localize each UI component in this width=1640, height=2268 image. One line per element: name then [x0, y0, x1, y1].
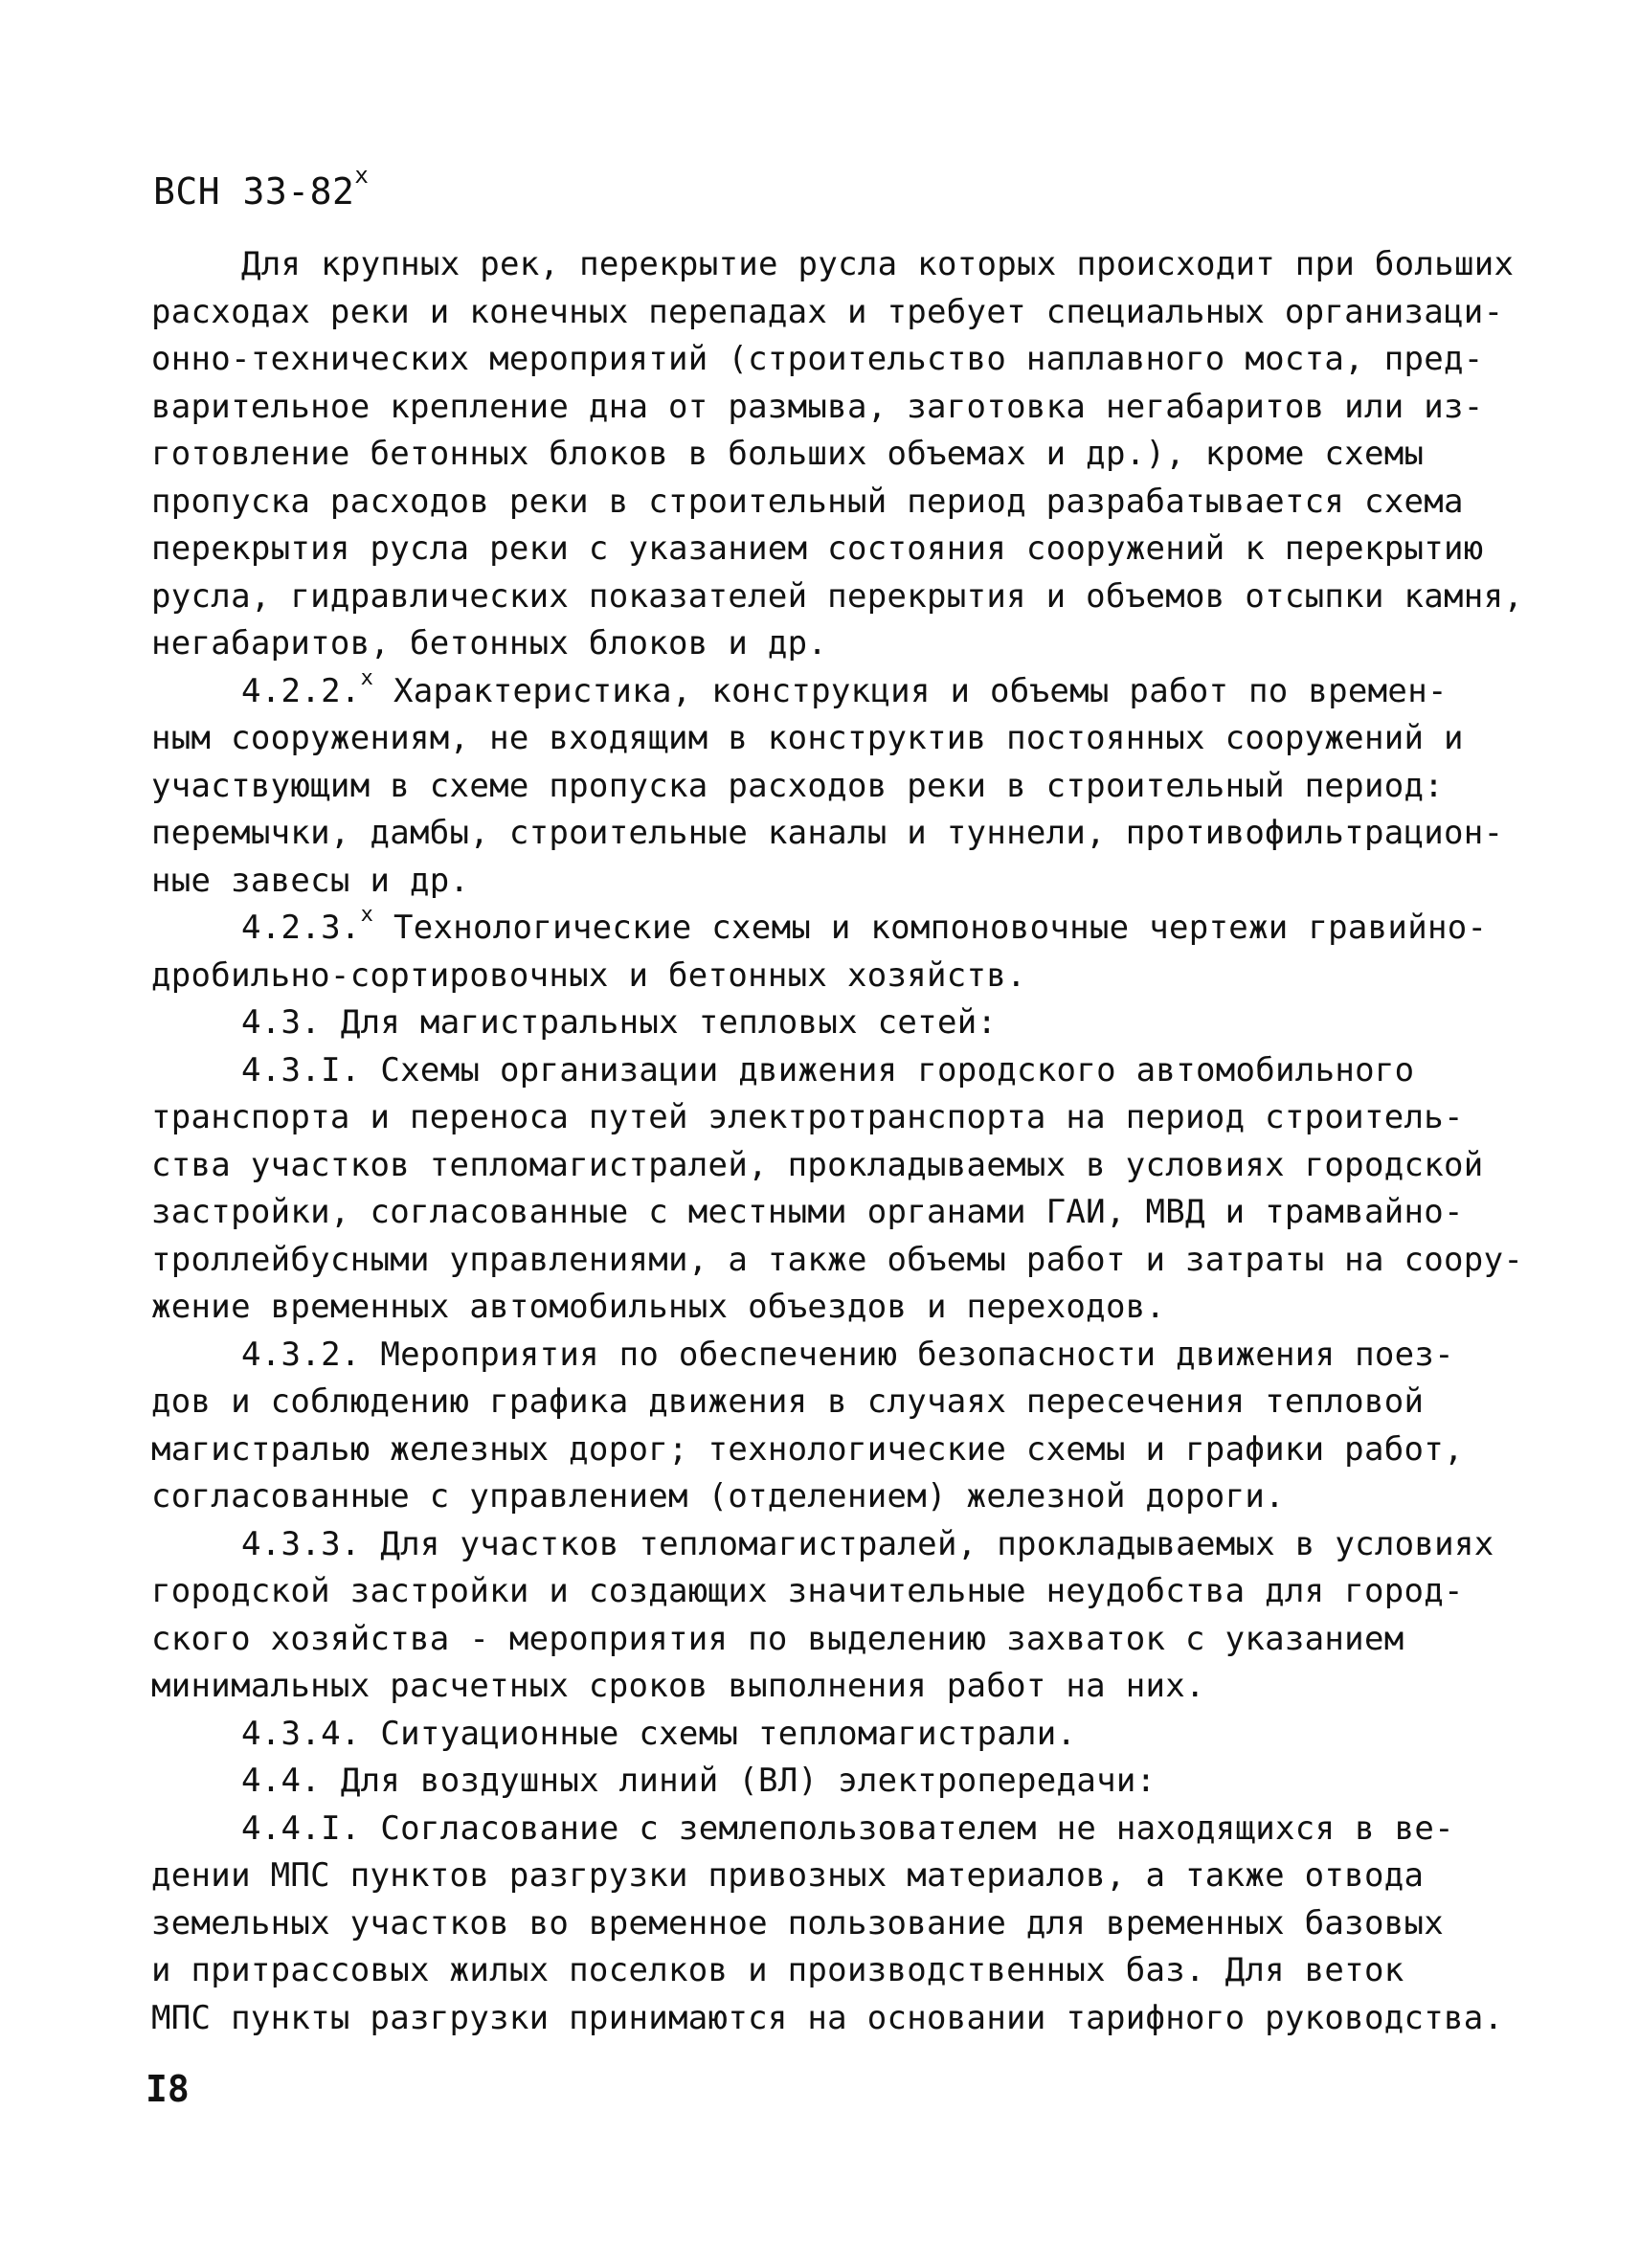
text-line [151, 1237, 1524, 1285]
text-line-content: и притрассовых жилых поселков и производственных баз. Для веток [151, 1951, 1404, 1989]
text-line-content: 4.3.2. Мероприятия по обеспечению безопасности движения поез- [241, 1335, 1454, 1374]
text-line [151, 1853, 1501, 1900]
text-line [151, 289, 1504, 337]
text-line-content: ным сооружениям, не входящим в конструктив постоянных сооружений и [151, 719, 1464, 757]
text-line [151, 526, 1501, 573]
text-line [151, 810, 1504, 858]
text-line [151, 1332, 1501, 1380]
text-line-content: варительное крепление дна от размыва, заготовка негабаритов или из- [151, 387, 1484, 426]
text-line-content: земельных участков во временное пользование для временных базовых [151, 1903, 1445, 1942]
text-line-content: участвующим в схеме пропуска расходов реки в строительный период: [151, 766, 1445, 805]
text-line-content: дов и соблюдению графика движения в случаях пересечения тепловой [151, 1382, 1425, 1421]
document-code-superscript: х [354, 162, 370, 189]
text-line [151, 905, 1501, 953]
text-line-content: русла, гидравлических показателей перекрытия и объемов отсыпки камня, [151, 576, 1524, 616]
text-line-content: расходах реки и конечных перепадах и требует специальных организаци- [151, 292, 1504, 331]
text-line [151, 384, 1501, 432]
text-line [151, 1094, 1501, 1142]
text-line-content: дробильно-сортировочных и бетонных хозяйств. [151, 955, 1026, 995]
text-line [151, 1473, 1501, 1521]
text-line-content: застройки, согласованные с местными органами ГАИ, МВД и трамвайно- [151, 1193, 1464, 1231]
text-line-content: МПС пункты разгрузки принимаются на основании тарифного руководства. [151, 1998, 1504, 2037]
clause-number-superscript: х [360, 903, 374, 927]
text-line-content: Для крупных рек, перекрытие русла которых происходит при больших [241, 245, 1515, 283]
text-line-content: городской застройки и создающих значительные неудобства для город- [151, 1572, 1464, 1610]
text-line [151, 665, 1501, 716]
page-number: I8 [146, 2068, 190, 2110]
document-code-header [153, 162, 370, 213]
text-line-content: 4.3.4. Ситуационные схемы тепломагистрали. [241, 1714, 1077, 1753]
text-line [151, 1995, 1504, 2043]
text-line-content: ства участков тепломагистралей, прокладываемых в условиях городской [151, 1145, 1484, 1184]
text-line [151, 763, 1501, 811]
text-line [151, 1189, 1501, 1237]
text-line [151, 715, 1501, 763]
text-line-content: 4.3. Для магистральных тепловых сетей: [241, 1003, 998, 1042]
text-line-content: ные завесы и др. [151, 861, 470, 900]
text-line [151, 858, 1501, 906]
text-line-content: онно-технических мероприятий (строительство наплавного моста, пред- [151, 340, 1484, 378]
text-line [151, 1663, 1501, 1711]
text-line [151, 1900, 1501, 1948]
text-line-content: перекрытия русла реки с указанием состояния сооружений к перекрытию [151, 529, 1484, 568]
text-line [151, 1711, 1501, 1759]
clause-number: 4.2.2. [241, 671, 361, 710]
clause-number: 4.2.3. [241, 909, 361, 947]
text-line-content: 4.3.I. Схемы организации движения городского автомобильного [241, 1050, 1415, 1089]
text-line [151, 431, 1501, 479]
text-line [151, 999, 1501, 1047]
text-line-content: жение временных автомобильных объездов и переходов. [151, 1288, 1166, 1326]
text-line [151, 1947, 1501, 1995]
text-line-content: готовление бетонных блоков в больших объемах и др.), кроме схемы [151, 435, 1425, 473]
text-line [151, 1758, 1501, 1806]
text-line [151, 1568, 1501, 1616]
text-line [151, 479, 1501, 527]
text-line-content: ского хозяйства - мероприятия по выделению захваток с указанием [151, 1619, 1404, 1658]
text-line-content: перемычки, дамбы, строительные каналы и туннели, противофильтрацион- [151, 814, 1504, 852]
text-line [151, 953, 1501, 1000]
text-line [151, 1616, 1501, 1664]
text-line-content: негабаритов, бетонных блоков и др. [151, 624, 828, 662]
text-line-content: минимальных расчетных сроков выполнения работ на них. [151, 1667, 1205, 1705]
text-line [151, 1521, 1501, 1569]
text-line-content: троллейбусными управлениями, а также объемы работ и затраты на соору- [151, 1240, 1524, 1279]
text-line [151, 573, 1524, 621]
text-line-content: пропуска расходов реки в строительный период разрабатывается схема [151, 482, 1464, 521]
text-line [151, 1806, 1501, 1853]
text-line-content: дении МПС пунктов разгрузки привозных материалов, а также отвода [151, 1856, 1425, 1895]
text-line-content: согласованные с управлением (отделением) железной дороги. [151, 1477, 1285, 1516]
text-line [151, 1142, 1501, 1190]
text-line [151, 241, 1515, 289]
text-line [151, 1379, 1501, 1426]
text-line-content: 4.3.3. Для участков тепломагистралей, прокладываемых в условиях [241, 1524, 1494, 1563]
text-line [151, 1426, 1501, 1474]
text-line-content: Технологические схемы и компоновочные чертежи гравийно- [373, 909, 1488, 947]
text-line-content: магистралью железных дорог; технологические схемы и графики работ, [151, 1429, 1464, 1469]
clause-number-superscript: х [360, 665, 374, 690]
text-line [151, 336, 1501, 384]
text-line-content: транспорта и переноса путей электротранспорта на период строитель- [151, 1098, 1464, 1136]
body-text [151, 241, 1524, 2042]
text-line-content: 4.4.I. Согласование с землепользователем не находящихся в ве- [241, 1808, 1454, 1848]
text-line [151, 620, 1501, 668]
document-code: ВСН 33-82 [153, 170, 355, 213]
text-line [151, 1047, 1501, 1095]
text-line-content: 4.4. Для воздушных линий (ВЛ) электропередачи: [241, 1762, 1157, 1800]
text-line-content: Характеристика, конструкция и объемы работ по времен- [373, 671, 1448, 710]
text-line [151, 1284, 1501, 1332]
